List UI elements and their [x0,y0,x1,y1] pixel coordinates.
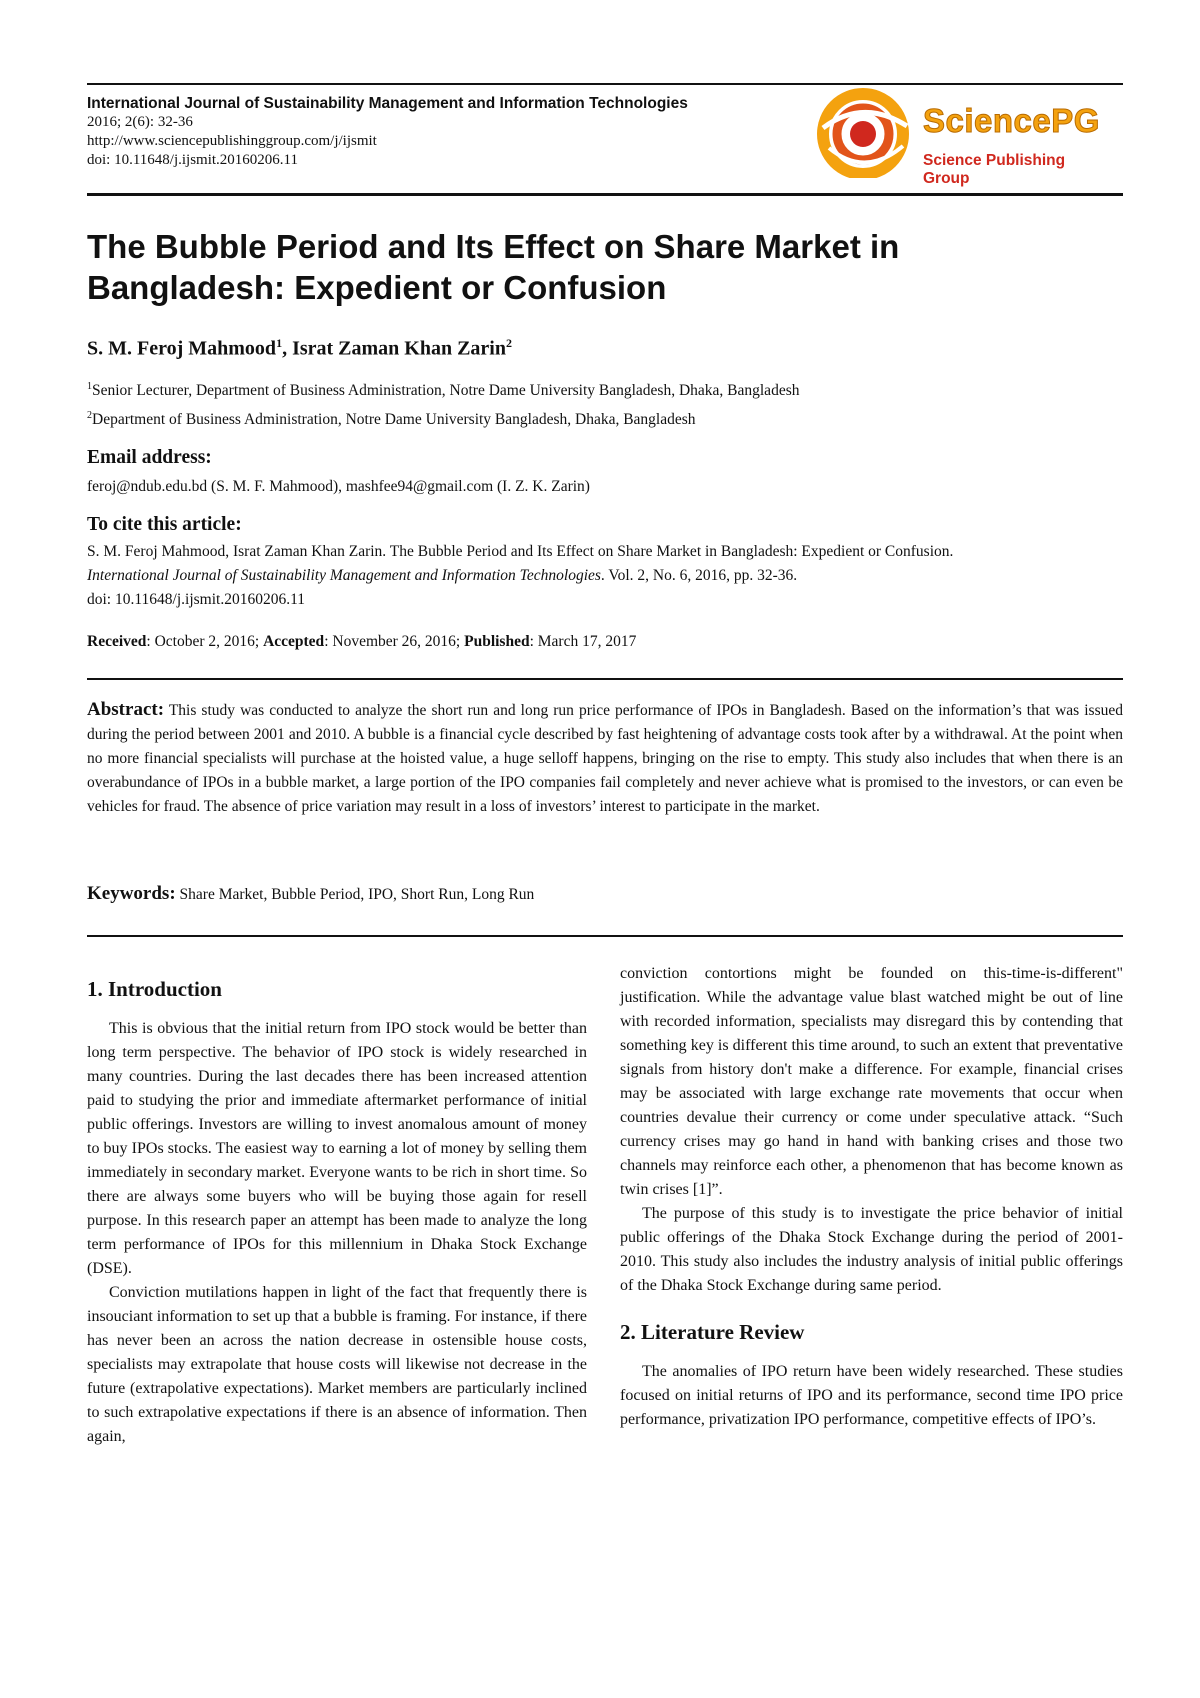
section-literature-review-heading: 2. Literature Review [620,1320,805,1344]
article-title-line1: The Bubble Period and Its Effect on Share Market in [87,228,900,265]
author-2: Israt Zaman Khan Zarin [292,337,506,360]
article-dates [87,630,1127,654]
cite-line-2 [87,564,1127,588]
journal-issue: 2016; 2(6): 32-36 [87,114,193,130]
journal-header [87,94,807,170]
affiliation-1 [87,381,799,400]
cite-heading: To cite this article: [87,514,242,535]
body-left-column [87,975,587,1449]
cite-volume: . Vol. 2, No. 6, 2016, pp. 32-36. [600,567,798,584]
cite-doi: doi: 10.11648/j.ijsmit.20160206.11 [87,591,306,608]
author-list [87,336,512,361]
section-introduction-heading: 1. Introduction [87,977,222,1001]
abstract [87,698,1123,819]
affiliation-2-sup: 2 [87,410,92,421]
published-label: Published [464,633,530,650]
received-date: : October 2, 2016; [146,633,264,650]
journal-doi: doi: 10.11648/j.ijsmit.20160206.11 [87,152,298,168]
journal-name: International Journal of Sustainability Management and Information Technologies [87,95,688,112]
intro-paragraph-1: This is obvious that the initial return from IPO stock would be better than long term perspective. The behavior of IPO stock is widely researched in many countries. During the last decades there has been increased attention paid to studying the prior and immediate aftermarket performance of initial public offerings. Investors are willing to invest anomalous amount of money to buy IPOs stocks. The easiest way to earning a lot of money by selling them immediately in secondary market. Everyone wants to be rich in short time. So there are always some buyers who will be buying those again for resell purpose. In this research paper an attempt has been made to analyze the long term performance of IPOs for this millennium in Dhaka Stock Exchange (DSE). [87,1020,587,1277]
intro-paragraph-3: The purpose of this study is to investigate the price behavior of initial public offerings of the Dhaka Stock Exchange during the period of 2001-2010. This study also includes the industry analysis of initial public offerings of the Dhaka Stock Exchange during same period. [620,1205,1123,1294]
email-heading: Email address: [87,447,212,468]
keywords [87,883,1123,905]
sciencepg-swirl-icon [815,88,915,178]
received-label: Received [87,633,147,650]
keywords-label: Keywords: [87,883,176,904]
author-2-sup: 2 [506,336,512,350]
body-right-column [620,962,1123,1432]
intro-paragraph-2: Conviction mutilations happen in light of the fact that frequently there is insouciant information to set up that a bubble is framing. For instance, if there has never been an across the nation decrease in ostensible house costs, specialists may extrapolate that house costs will likewise not decrease in the future (extrapolative expectations). Market members are particularly inclined to such extrapolative expectations if there is an absence of information. Then again, [87,1284,587,1445]
author-separator: , [282,337,293,360]
affiliation-1-text: Senior Lecturer, Department of Business Administration, Notre Dame University Bangladesh, Dhaka, Bangladesh [92,382,800,400]
sciencepg-logo [815,88,1115,187]
journal-url[interactable]: http://www.sciencepublishinggroup.com/j/ijsmit [87,133,377,149]
author-1-sup: 1 [276,336,283,350]
header-bottom-rule [87,193,1123,196]
article-title [87,226,1127,308]
abstract-label: Abstract: [87,699,165,720]
abstract-top-rule [87,678,1123,680]
article-title-line2: Bangladesh: Expedient or Confusion [87,269,667,306]
logo-subtitle: Science Publishing Group [923,152,1066,187]
intro-paragraph-2-continued: conviction contortions might be founded on this-time-is-different" justification. While the advantage value blast watched might be out of line with recorded information, specialists may disregard this by contending that something key is different this time around, to such an extent that preventative signals from history don't make a difference. For example, financial crises may be associated with large exchange rate movements that occur when countries devalue their currency or come under speculative attack. “Such currency crises may go hand in hand with banking crises and those two channels may reinforce each other, a phenomenon that has become known as twin crises [1]”. [620,965,1123,1198]
affiliation-1-sup: 1 [87,381,92,392]
logo-title: SciencePG [923,102,1100,139]
literature-paragraph-1: The anomalies of IPO return have been widely researched. These studies focused on initial returns of IPO and its performance, second time IPO price performance, privatization IPO performance, competitive effects of IPO’s. [620,1363,1123,1428]
author-1: S. M. Feroj Mahmood [87,337,277,360]
accepted-label: Accepted [263,633,325,650]
accepted-date: : November 26, 2016; [324,633,465,650]
published-date: : March 17, 2017 [529,633,637,650]
email-text: feroj@ndub.edu.bd (S. M. F. Mahmood), mashfee94@gmail.com (I. Z. K. Zarin) [87,478,590,495]
affiliation-2 [87,410,696,429]
cite-journal: International Journal of Sustainability Management and Information Technologies [87,567,601,584]
abstract-bottom-rule [87,935,1123,937]
abstract-text: This study was conducted to analyze the short run and long run price performance of IPOs in Bangladesh. Based on the information’s that was issued during the period between 2001 and 2010. A bubble is a financial cycle described by fast heightening of advantage costs took after by a withdrawal. At the point when no more financial specialists will purchase at the hoisted value, a huge selloff happens, bringing on the rise to empty. This study also includes that when there is an overabundance of IPOs in a bubble market, a large portion of the IPO companies fail completely and never achieve what is promised to the investors, or can even be vehicles for fraud. The absence of price variation may result in a loss of investors’ interest to participate in the market. [87,702,1123,815]
affiliation-2-text: Department of Business Administration, Notre Dame University Bangladesh, Dhaka, Bangladesh [92,411,696,429]
cite-line-1: S. M. Feroj Mahmood, Israt Zaman Khan Zarin. The Bubble Period and Its Effect on Share Market in Bangladesh: Expedient or Confusion. [87,543,954,560]
header-top-rule [87,83,1123,85]
keywords-text: Share Market, Bubble Period, IPO, Short Run, Long Run [179,886,535,903]
